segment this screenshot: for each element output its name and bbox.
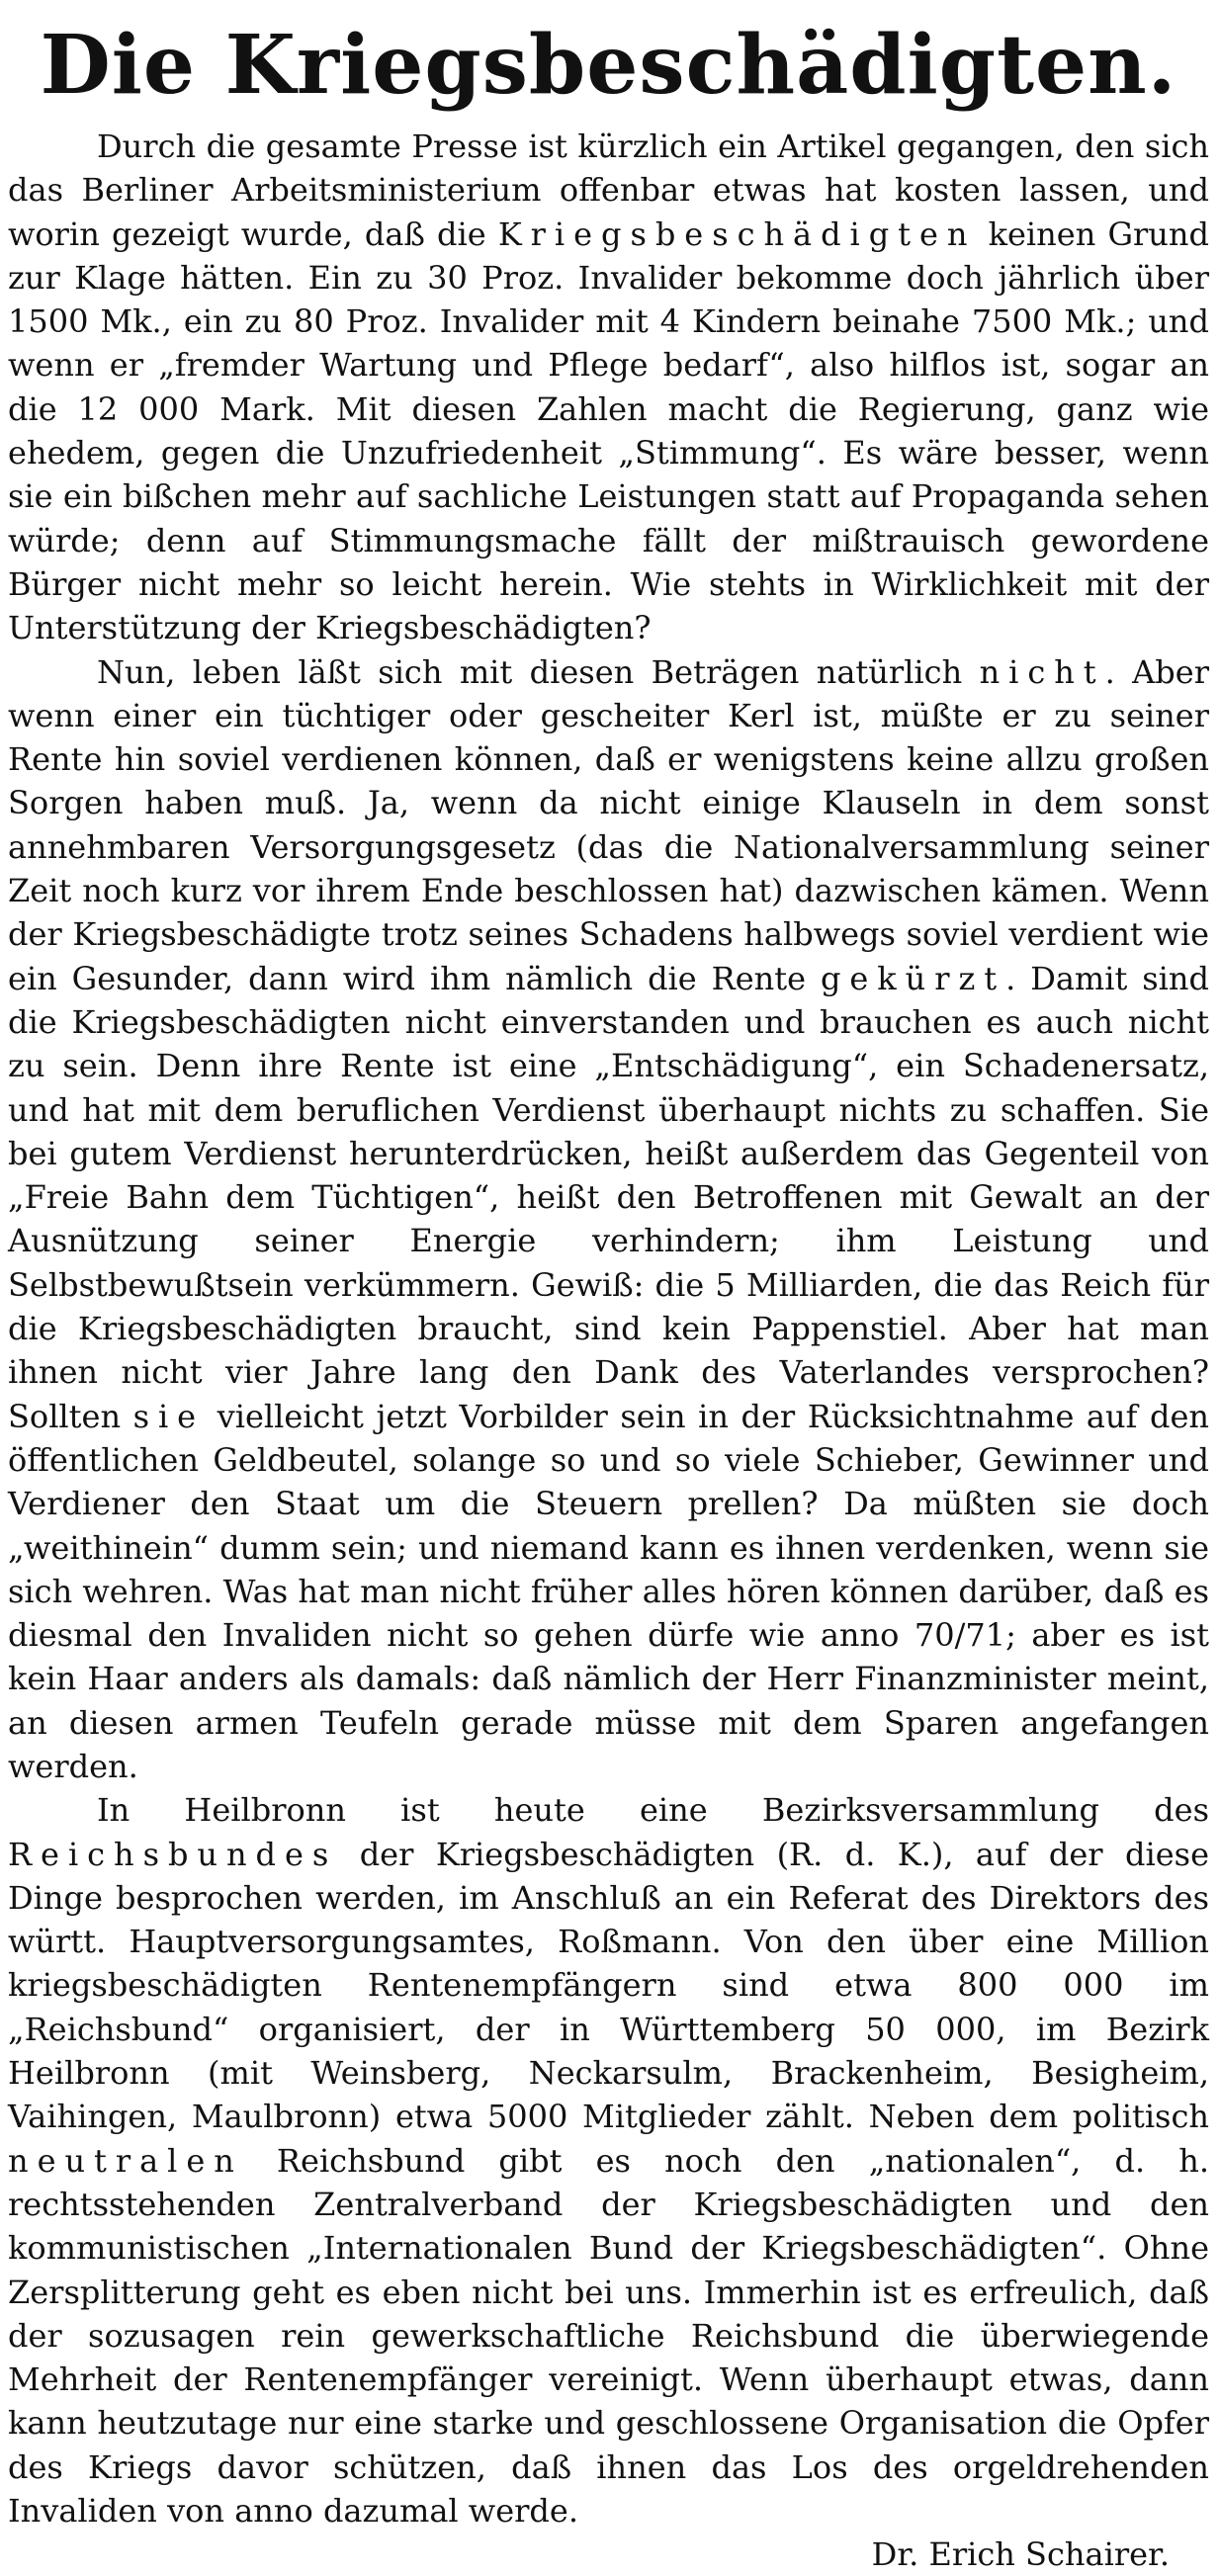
p2-spaced-word-3: sie <box>132 1397 206 1435</box>
article-title: Die Kriegsbeschädigten. <box>40 18 1177 113</box>
p2-spaced-word-1: nicht <box>979 652 1105 691</box>
p2-spaced-word-2: gekürzt <box>820 959 1006 997</box>
p3-text-e: Reichsbund gibt es noch den „nationalen“, d. h. rechtsstehenden Zentralverband der Kriegsbeschädigten und den kommunistischen „Internationalen Bund der Kriegsbeschädigten“. Ohne Zersplitterung geht es eben nicht bei uns. Immerhin ist es erfreulich, daß der sozusagen rein gewerkschaftliche Reichsbund die überwiegende Mehrheit der Rentenempfänger vereinigt. Wenn überhaupt etwas, dann kann heutzutage nur eine starke und geschlossene Organisation die Opfer des Kriegs davor schützen, daß ihnen das Los des orgeldrehenden Invaliden von anno dazumal werde. <box>8 2141 1209 2531</box>
p1-text-a: Durch die gesamte Presse ist kürzlich ein Artikel gegangen, den sich das Berliner Arbeitsministerium offenbar etwas hat kosten lassen, und worin gezeigt wurde, daß die <box>8 128 1209 253</box>
p3-spaced-word-2: neutralen <box>8 2141 243 2180</box>
p1-text-c: keinen Grund zur Klage hätten. Ein zu 30 Proz. Invalider bekomme doch jährlich über 1500 Mk., ein zu 80 Proz. Invalider mit 4 Kindern beinahe 7500 Mk.; und wenn er „fremder Wartung und Pflege bedarf“, also hilflos ist, sogar an die 12 000 Mark. Mit diesen Zahlen macht die Regierung, ganz wie ehedem, gegen die Unzufriedenheit „Stimmung“. Es wäre besser, wenn sie ein bißchen mehr auf sachliche Leistungen statt auf Propaganda sehen würde; denn auf Stimmungsmache fällt der mißtrauisch gewordene Bürger nicht mehr so leicht herein. Wie stehts in Wirklichkeit mit der Unterstützung der Kriegsbeschädigten? <box>8 215 1210 647</box>
p2-text-e: . Damit sind die Kriegsbeschädigten nicht einverstanden und brauchen es auch nicht zu sein. Denn ihre Rente ist eine „Entschädigung“, ein Schadenersatz, und hat mit dem beruflichen Verdienst überhaupt nichts zu schaffen. Sie bei gutem Verdienst herunterdrücken, heißt außerdem das Gegenteil von „Freie Bahn dem Tüchtigen“, heißt den Betroffenen mit Gewalt an der Ausnützung seiner Energie verhindern; ihm Leistung und Selbstbewußtsein verkümmern. Gewiß: die 5 Milliarden, die das Reich für die Kriegsbeschädigten braucht, sind kein Pappenstiel. Aber hat man ihnen nicht vier Jahre lang den Dank des Vaterlandes versprochen? Sollten <box>8 959 1210 1435</box>
p3-text-c: der Kriegsbeschädigten (R. d. K.), auf der diese Dinge besprochen werden, im Anschluß an ein Referat des Direktors des württ. Hauptversorgungsamtes, Roßmann. Von den über eine Million kriegsbeschädigten Rentenempfängern sind etwa 800 000 im „Reichsbund“ organisiert, der in Württemberg 50 000, im Bezirk Heilbronn (mit Weinsberg, Neckarsulm, Brackenheim, Besigheim, Vaihingen, Maulbronn) etwa 5000 Mitglieder zählt. Neben dem politisch <box>8 1835 1209 2136</box>
paragraph-1 <box>8 125 1209 650</box>
p3-text-a: In Heilbronn ist heute eine Bezirksversammlung des <box>97 1791 1209 1830</box>
p1-spaced-word: Kriegsbeschädigten <box>497 215 977 253</box>
author-signature: Dr. Erich Schairer. <box>871 2535 1170 2574</box>
p3-spaced-word-1: Reichsbundes <box>8 1835 338 1873</box>
p2-text-c: . Aber wenn einer ein tüchtiger oder gescheiter Kerl ist, müßte er zu seiner Rente hin soviel verdienen können, daß er wenigstens keine allzu großen Sorgen haben muß. Ja, wenn da nicht einige Klauseln in dem sonst annehmbaren Versorgungsgesetz (das die Nationalversammlung seiner Zeit noch kurz vor ihrem Ende beschlossen hat) dazwischen kämen. Wenn der Kriegsbeschädigte trotz seines Schadens halbwegs soviel verdient wie ein Gesunder, dann wird ihm nämlich die Rente <box>8 652 1210 997</box>
paragraph-2 <box>8 650 1209 1789</box>
paragraph-3 <box>8 1788 1209 2533</box>
p2-text-g: vielleicht jetzt Vorbilder sein in der Rücksichtnahme auf den öffentlichen Geldbeutel, solange so und so viele Schieber, Gewinner und Verdiener den Staat um die Steuern prellen? Da müßten sie doch „weithinein“ dumm sein; und niemand kann es ihnen verdenken, wenn sie sich wehren. Was hat man nicht früher alles hören können darüber, daß es diesmal den Invaliden nicht so gehen dürfe wie anno 70/71; aber es ist kein Haar anders als damals: daß nämlich der Herr Finanzminister meint, an diesen armen Teufeln gerade müsse mit dem Sparen angefangen werden. <box>8 1397 1210 1785</box>
p2-text-a: Nun, leben läßt sich mit diesen Beträgen natürlich <box>97 652 980 691</box>
